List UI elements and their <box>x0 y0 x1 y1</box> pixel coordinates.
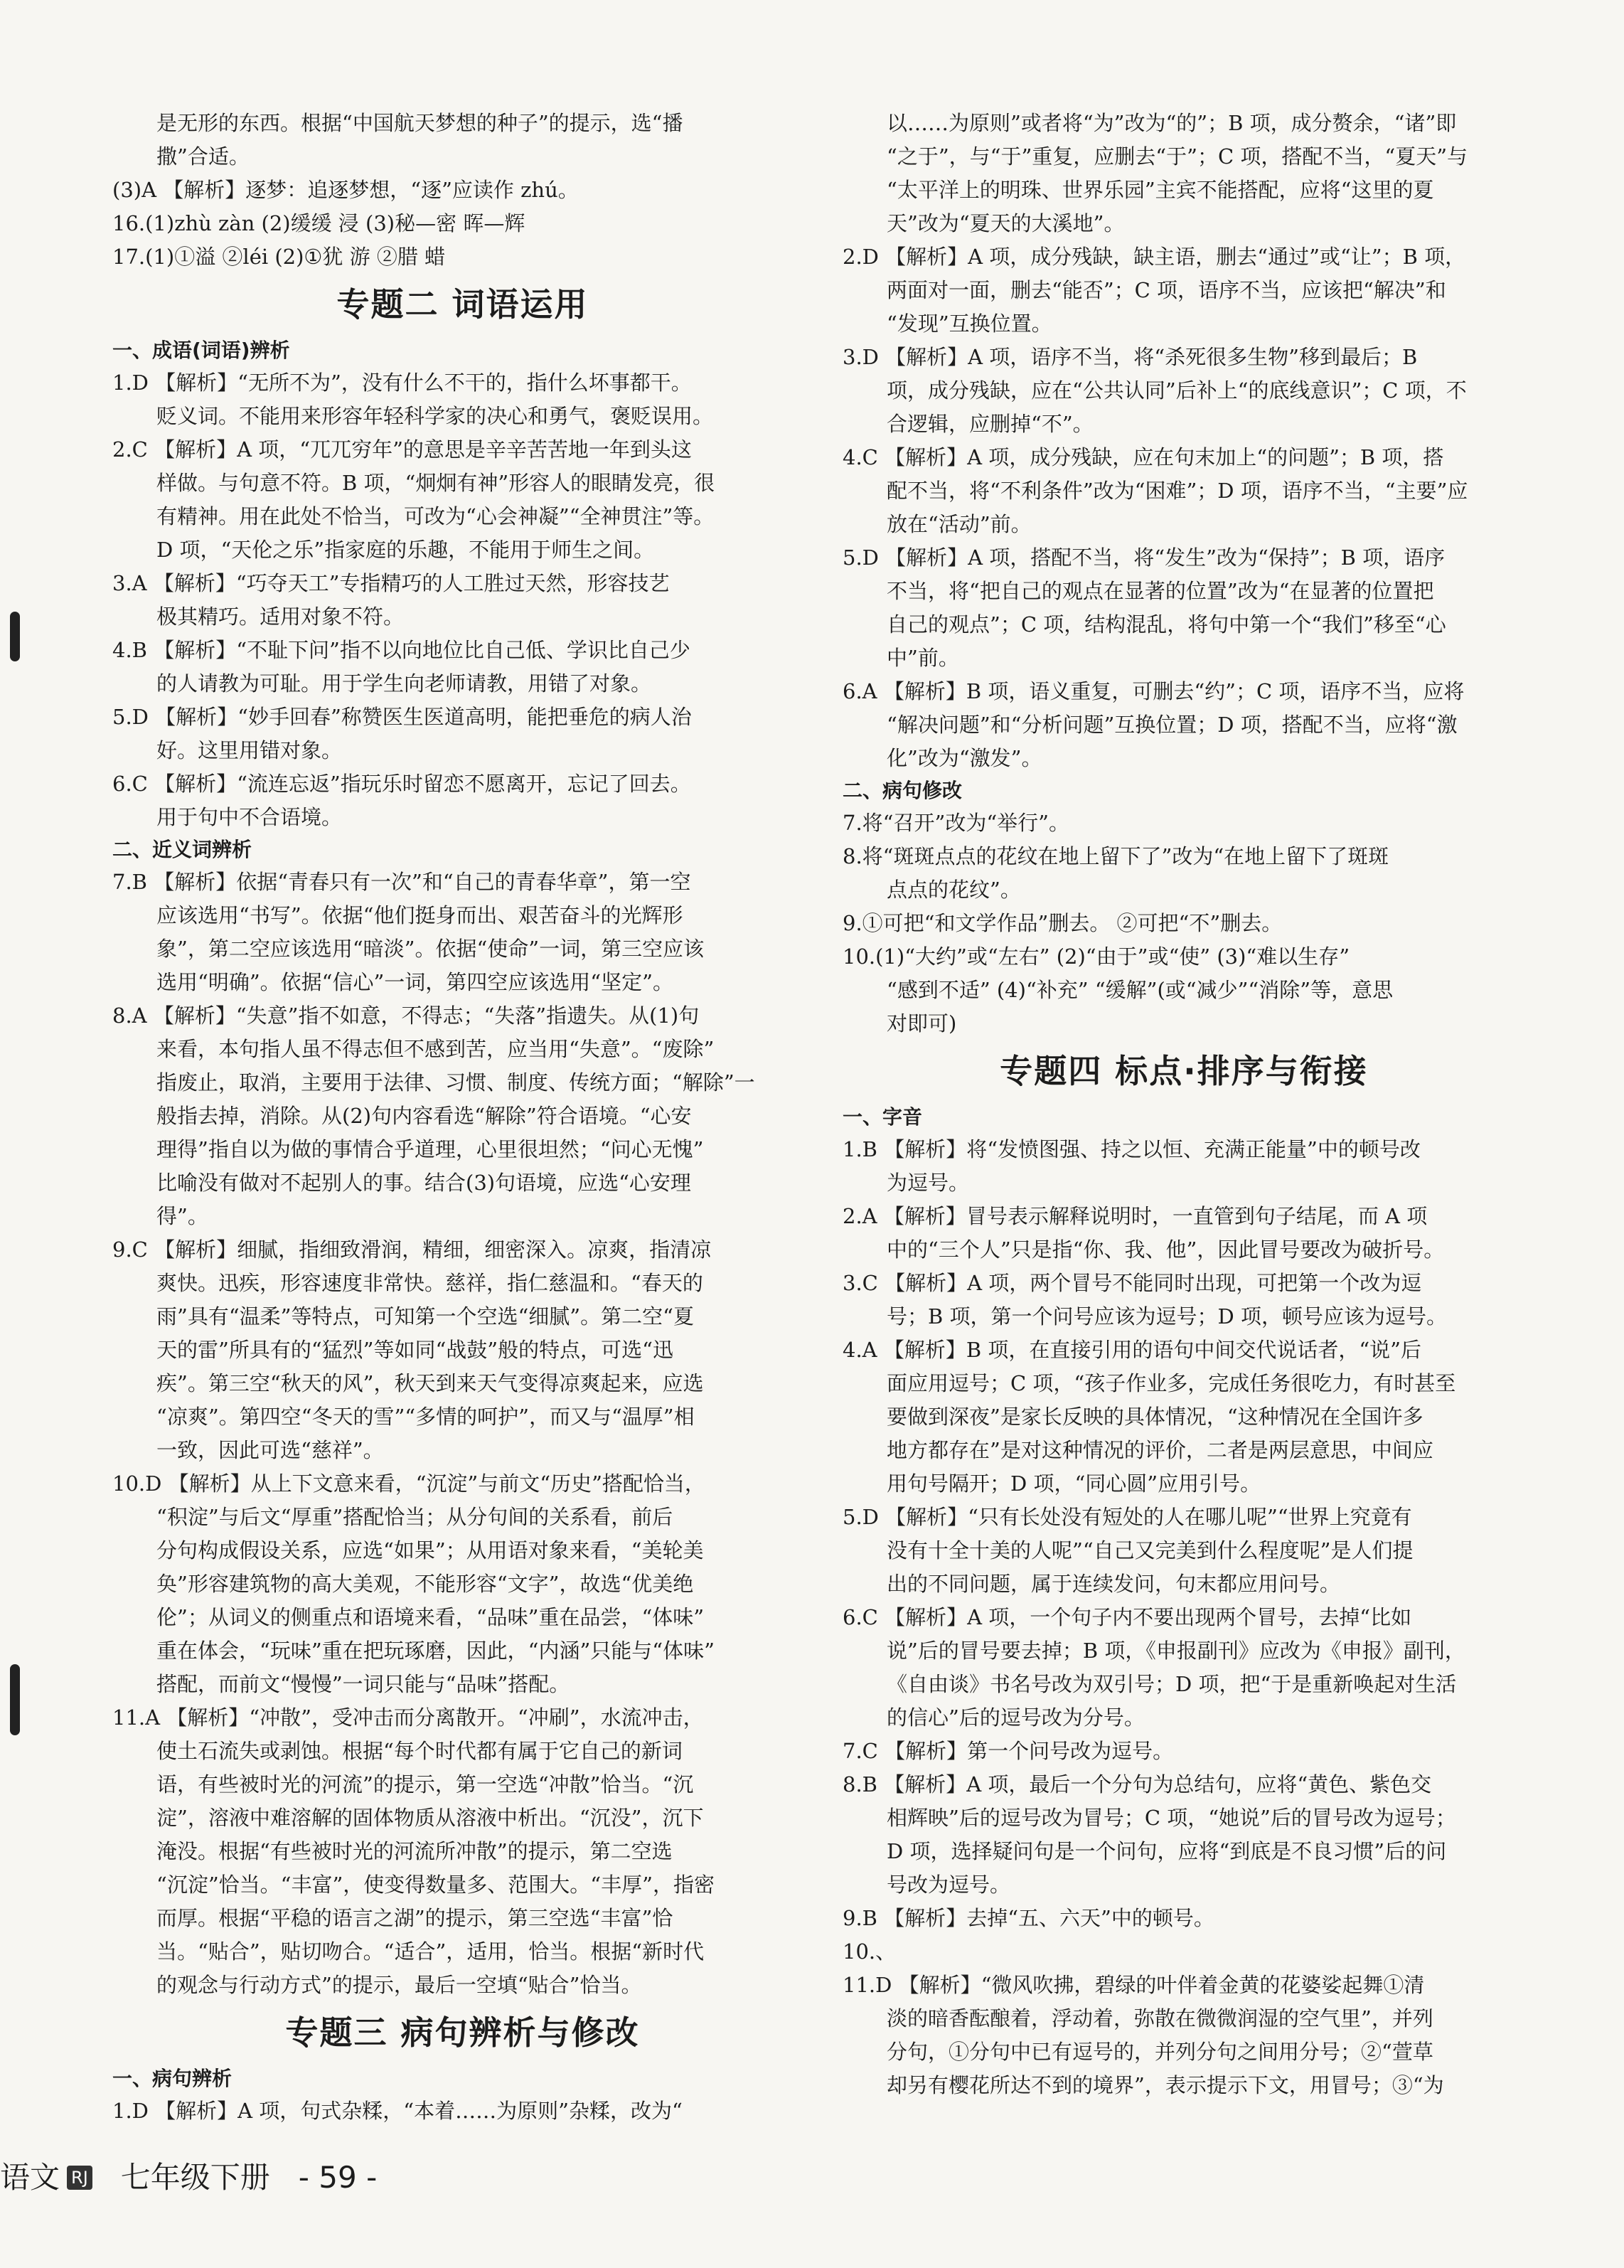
left-para-line: 4.B 【解析】“不耻下问”指不以向地位比自己低、学识比自己少 <box>112 638 690 662</box>
right-para-line: 号改为逗号。 <box>887 1873 1011 1897</box>
topic-3-title: 专题三 病句辨析与修改 <box>285 2013 640 2052</box>
right-para-line: 4.A 【解析】B 项，在直接引用的语句中间交代说话者，“说”后 <box>843 1338 1422 1362</box>
left-para-line: 得”。 <box>156 1204 208 1228</box>
right-para-line: 7.C 【解析】第一个问号改为逗号。 <box>843 1739 1174 1763</box>
left-para-line: 当。“贴合”，贴切吻合。“适合”，适用，恰当。根据“新时代 <box>156 1939 705 1964</box>
right-para-line: “太平洋上的明珠、世界乐园”主宾不能搭配，应将“这里的夏 <box>887 178 1434 202</box>
right-para-line: 分句，①分句中已有逗号的，并列分句之间用分号；②“萱草 <box>887 2040 1433 2064</box>
left-para-line: 撒”合适。 <box>156 144 250 169</box>
right-para-line: 化”改为“激发”。 <box>887 746 1042 770</box>
section-synonym-heading: 二、近义词辨析 <box>112 838 252 861</box>
right-para-line: 说”后的冒号要去掉；B 项，《申报副刊》应改为《申报》副刊， <box>887 1639 1465 1663</box>
right-para-line: 不当，将“把自己的观点在显著的位置”改为“在显著的位置把 <box>887 579 1434 603</box>
right-para-line: “之于”，与“于”重复，应删去“于”；C 项，搭配不当，“夏天”与 <box>887 144 1468 169</box>
right-para-line: 却另有樱花所达不到的境界”，表示提示下文，用冒号；③“为 <box>887 2073 1444 2097</box>
right-para-line: 中的“三个人”只是指“你、我、他”，因此冒号要改为破折号。 <box>887 1237 1445 1262</box>
left-para-line: 1.D 【解析】A 项，句式杂糅，“本着……为原则”杂糅，改为“ <box>112 2099 683 2123</box>
left-para-line: 语，有些被时光的河流”的提示，第一空选“冲散”恰当。“沉 <box>156 1772 694 1796</box>
left-para-line: 淀”，溶液中难溶解的固体物质从溶液中析出。“沉没”，沉下 <box>156 1806 704 1830</box>
left-para-line: 一致，因此可选“慈祥”。 <box>156 1438 384 1462</box>
right-para-line: 2.D 【解析】A 项，成分残缺，缺主语，删去“通过”或“让”；B 项， <box>843 245 1466 269</box>
left-para-line: 极其精巧。适用对象不符。 <box>156 605 405 629</box>
right-para-line: 《自由谈》书名号改为双引号；D 项，把“于是重新唤起对生活 <box>887 1672 1457 1696</box>
left-para-line: 搭配，而前文“慢慢”一词只能与“品味”搭配。 <box>156 1672 570 1696</box>
right-column <box>843 107 1525 2102</box>
right-para-line: 放在“活动”前。 <box>887 512 1032 536</box>
left-block-b <box>112 366 813 834</box>
left-para-line: 而厚。根据“平稳的语言之湖”的提示，第三空选“丰富”恰 <box>156 1906 673 1930</box>
right-para-line: 11.D 【解析】“微风吹拂，碧绿的叶伴着金黄的花婆娑起舞①清 <box>843 1973 1425 1997</box>
footer-subject: 语文 <box>0 2160 60 2195</box>
left-para-line: 奂”形容建筑物的高大美观，不能形容“文字”，故选“优美绝 <box>156 1572 694 1596</box>
left-para-line: 来看，本句指人虽不得志但不感到苦，应当用“失意”。“废除” <box>156 1037 715 1061</box>
right-para-line: “解决问题”和“分析问题”互换位置；D 项，搭配不当，应将“激 <box>887 713 1458 737</box>
left-para-line: 雨”具有“温柔”等特点，可知第一个空选“细腻”。第二空“夏 <box>156 1304 694 1329</box>
right-para-line: 3.C 【解析】A 项，两个冒号不能同时出现，可把第一个改为逗 <box>843 1271 1422 1295</box>
right-para-line: 9.①可把“和文学作品”删去。 ②可把“不”删去。 <box>843 911 1283 935</box>
right-para-line: 10.(1)“大约”或“左右” (2)“由于”或“使” (3)“难以生存” <box>843 944 1350 969</box>
left-para-line: 般指去掉，消除。从(2)句内容看选“解除”符合语境。“心安 <box>156 1104 692 1128</box>
left-para-line: “凉爽”。第四空“冬天的雪”“多情的呵护”，而又与“温厚”相 <box>156 1405 695 1429</box>
left-para-line: 有精神。用在此处不恰当，可改为“心会神凝”“全神贯注”等。 <box>156 504 715 528</box>
right-para-line: 以……为原则”或者将“为”改为“的”；B 项，成分赘余，“诸”即 <box>887 111 1457 135</box>
right-para-line: 的信心”后的逗号改为分号。 <box>887 1705 1145 1730</box>
right-para-line: 4.C 【解析】A 项，成分残缺，应在句末加上“的问题”；B 项，搭 <box>843 445 1444 469</box>
section-pronunciation-heading: 一、字音 <box>843 1105 923 1129</box>
section-idiom-heading: 一、成语(词语)辨析 <box>112 339 290 362</box>
left-para-line: 爽快。迅疾，形容速度非常快。慈祥，指仁慈温和。“春天的 <box>156 1271 703 1295</box>
left-para-line: D 项，“天伦之乐”指家庭的乐趣，不能用于师生之间。 <box>156 538 655 562</box>
topic-2-title: 专题二 词语运用 <box>336 285 589 324</box>
left-para-line: 伦”；从词义的侧重点和语境来看，“品味”重在品尝，“体味” <box>156 1605 705 1629</box>
left-para-line: 16.(1)zhù zàn (2)缓缓 浸 (3)秘—密 晖—辉 <box>112 211 525 235</box>
left-block-c <box>112 866 813 2002</box>
right-para-line: 为逗号。 <box>887 1171 970 1195</box>
left-para-line: 理得”指自以为做的事情合乎道理，心里很坦然；“问心无愧” <box>156 1137 704 1161</box>
section-sentence-analysis-heading: 一、病句辨析 <box>112 2067 233 2090</box>
scan-mark <box>10 1664 20 1735</box>
left-para-line: 使土石流失或剥蚀。根据“每个时代都有属于它自己的新词 <box>156 1739 683 1763</box>
right-para-line: 1.B 【解析】将“发愤图强、持之以恒、充满正能量”中的顿号改 <box>843 1137 1421 1161</box>
right-para-line: 6.C 【解析】A 项，一个句子内不要出现两个冒号，去掉“比如 <box>843 1605 1412 1629</box>
left-para-line: 象”，第二空应该选用“暗淡”。依据“使命”一词，第三空应该 <box>156 937 705 961</box>
right-para-line: 配不当，将“不利条件”改为“困难”；D 项，语序不当，“主要”应 <box>887 479 1468 503</box>
left-para-line: 8.A 【解析】“失意”指不如意，不得志；“失落”指遗失。从(1)句 <box>112 1003 700 1028</box>
right-para-line: 要做到深夜”是家长反映的具体情况，“这种情况在全国许多 <box>887 1405 1423 1429</box>
right-para-line: 6.A 【解析】B 项，语义重复，可删去“约”；C 项，语序不当，应将 <box>843 679 1465 703</box>
left-para-line: 3.A 【解析】“巧夺天工”专指精巧的人工胜过天然，形容技艺 <box>112 571 670 595</box>
page-number: - 59 - <box>298 2160 378 2195</box>
footer-grade: 七年级下册 <box>120 2160 270 2195</box>
left-para-line: 天的雷”所具有的“猛烈”等如同“战鼓”般的特点，可选“迅 <box>156 1338 673 1362</box>
left-para-line: 的人请教为可耻。用于学生向老师请教，用错了对象。 <box>156 671 652 696</box>
right-block-c <box>843 1133 1525 2102</box>
left-para-line: 疾”。第三空“秋天的风”，秋天到来天气变得凉爽起来，应选 <box>156 1371 704 1395</box>
left-para-line: 样做。与句意不符。B 项，“炯炯有神”形容人的眼睛发亮，很 <box>156 471 715 495</box>
left-para-line: 2.C 【解析】A 项，“兀兀穷年”的意思是辛辛苦苦地一年到头这 <box>112 437 692 462</box>
right-para-line: 8.B 【解析】A 项，最后一个分句为总结句，应将“黄色、紫色交 <box>843 1772 1432 1796</box>
left-para-line: 1.D 【解析】“无所不为”，没有什么不干的，指什么坏事都干。 <box>112 371 692 395</box>
right-para-line: 中”前。 <box>887 646 959 670</box>
right-para-line: 天”改为“夏天的大溪地”。 <box>887 211 1125 235</box>
right-para-line: 5.D 【解析】A 项，搭配不当，将“发生”改为“保持”；B 项，语序 <box>843 545 1446 570</box>
topic-4-title: 专题四 标点·排序与衔接 <box>1000 1052 1368 1090</box>
right-para-line: 没有十全十美的人呢”“自己又完美到什么程度呢”是人们提 <box>887 1538 1414 1562</box>
right-para-line: 两面对一面，删去“能否”；C 项，语序不当，应该把“解决”和 <box>887 278 1446 302</box>
left-para-line: 11.A 【解析】“冲散”，受冲击而分离散开。“冲刷”，水流冲击， <box>112 1705 704 1730</box>
left-para-line: 9.C 【解析】细腻，指细致滑润，精细，细密深入。凉爽，指清凉 <box>112 1237 712 1262</box>
right-para-line: 相辉映”后的逗号改为冒号；C 项，“她说”后的冒号改为逗号； <box>887 1806 1456 1830</box>
right-para-line: 出的不同问题，属于连续发问，句末都应用问号。 <box>887 1572 1341 1596</box>
left-para-line: 贬义词。不能用来形容年轻科学家的决心和勇气，褒贬误用。 <box>156 404 714 428</box>
page-footer <box>0 2156 377 2199</box>
left-para-line: (3)A 【解析】逐梦：追逐梦想，“逐”应读作 zhú。 <box>112 178 579 202</box>
left-para-line: 的观念与行动方式”的提示，最后一空填“贴合”恰当。 <box>156 1973 642 1997</box>
right-para-line: “发现”互换位置。 <box>887 312 1052 336</box>
left-block-a <box>112 107 813 274</box>
section-sentence-fix-heading: 二、病句修改 <box>843 779 963 802</box>
right-para-line: 3.D 【解析】A 项，语序不当，将“杀死很多生物”移到最后；B <box>843 345 1418 369</box>
right-para-line: 10.、 <box>843 1939 897 1964</box>
right-para-line: 自己的观点”；C 项，结构混乱，将句中第一个“我们”移至“心 <box>887 612 1446 637</box>
left-para-line: 淹没。根据“有些被时光的河流所冲散”的提示，第二空选 <box>156 1839 673 1863</box>
right-para-line: 对即可) <box>887 1011 957 1035</box>
right-para-line: D 项，选择疑问句是一个问句，应将“到底是不良习惯”后的问 <box>887 1839 1447 1863</box>
left-para-line: 5.D 【解析】“妙手回春”称赞医生医道高明，能把垂危的病人治 <box>112 705 692 729</box>
left-para-line: 17.(1)①溢 ②léi (2)①犹 游 ②腊 蜡 <box>112 245 446 269</box>
left-para-line: 10.D 【解析】从上下文意来看，“沉淀”与前文“历史”搭配恰当， <box>112 1471 705 1496</box>
left-para-line: 应该选用“书写”。依据“他们挺身而出、艰苦奋斗的光辉形 <box>156 903 683 927</box>
left-para-line: 6.C 【解析】“流连忘返”指玩乐时留恋不愿离开，忘记了回去。 <box>112 772 691 796</box>
right-para-line: 号；B 项，第一个问号应该为逗号；D 项，顿号应该为逗号。 <box>887 1304 1447 1329</box>
right-para-line: 淡的暗香酝酿着，浮动着，弥散在微微润湿的空气里”，并列 <box>887 2006 1433 2030</box>
left-para-line: 重在体会，“玩味”重在把玩琢磨，因此，“内涵”只能与“体味” <box>156 1639 715 1663</box>
left-para-line: 分句构成假设关系，应选“如果”；从用语对象来看，“美轮美 <box>156 1538 704 1562</box>
left-para-line: 是无形的东西。根据“中国航天梦想的种子”的提示，选“播 <box>156 111 683 135</box>
right-para-line: “感到不适” (4)“补充” “缓解”(或“减少”“消除”等，意思 <box>887 978 1394 1002</box>
right-para-line: 用句号隔开；D 项，“同心圆”应用引号。 <box>887 1471 1261 1496</box>
right-para-line: 2.A 【解析】冒号表示解释说明时，一直管到句子结尾，而 A 项 <box>843 1204 1428 1228</box>
left-block-d <box>112 2094 813 2128</box>
scan-mark <box>10 612 20 661</box>
right-para-line: 面应用逗号；C 项，“孩子作业多，完成任务很吃力，有时甚至 <box>887 1371 1456 1395</box>
right-block-a <box>843 107 1525 775</box>
right-para-line: 5.D 【解析】“只有长处没有短处的人在哪儿呢”“世界上究竟有 <box>843 1505 1412 1529</box>
left-para-line: “积淀”与后文“厚重”搭配恰当；从分句间的关系看，前后 <box>156 1505 673 1529</box>
right-para-line: 点点的花纹”。 <box>887 878 1021 902</box>
right-block-b <box>843 806 1525 1040</box>
left-para-line: 用于句中不合语境。 <box>156 805 343 829</box>
left-para-line: 好。这里用错对象。 <box>156 738 343 762</box>
right-para-line: 合逻辑，应删掉“不”。 <box>887 412 1094 436</box>
left-column <box>112 107 813 2128</box>
left-para-line: 比喻没有做对不起别人的事。结合(3)句语境，应选“心安理 <box>156 1171 691 1195</box>
right-para-line: 9.B 【解析】去掉“五、六天”中的顿号。 <box>843 1906 1214 1930</box>
right-para-line: 地方都存在”是对这种情况的评价，二者是两层意思，中间应 <box>887 1438 1433 1462</box>
left-para-line: “沉淀”恰当。“丰富”，使变得数量多、范围大。“丰厚”，指密 <box>156 1873 715 1897</box>
left-para-line: 7.B 【解析】依据“青春只有一次”和“自己的青春华章”，第一空 <box>112 870 691 894</box>
right-para-line: 项，成分残缺，应在“公共认同”后补上“的底线意识”；C 项，不 <box>887 378 1467 403</box>
left-para-line: 指废止，取消，主要用于法律、习惯、制度、传统方面；“解除”一 <box>156 1070 755 1095</box>
right-para-line: 8.将“斑斑点点的花纹在地上留下了”改为“在地上留下了斑斑 <box>843 844 1389 868</box>
left-para-line: 选用“明确”。依据“信心”一词，第四空应该选用“坚定”。 <box>156 970 673 994</box>
right-para-line: 7.将“召开”改为“举行”。 <box>843 811 1069 835</box>
edition-badge: RJ <box>67 2166 92 2190</box>
